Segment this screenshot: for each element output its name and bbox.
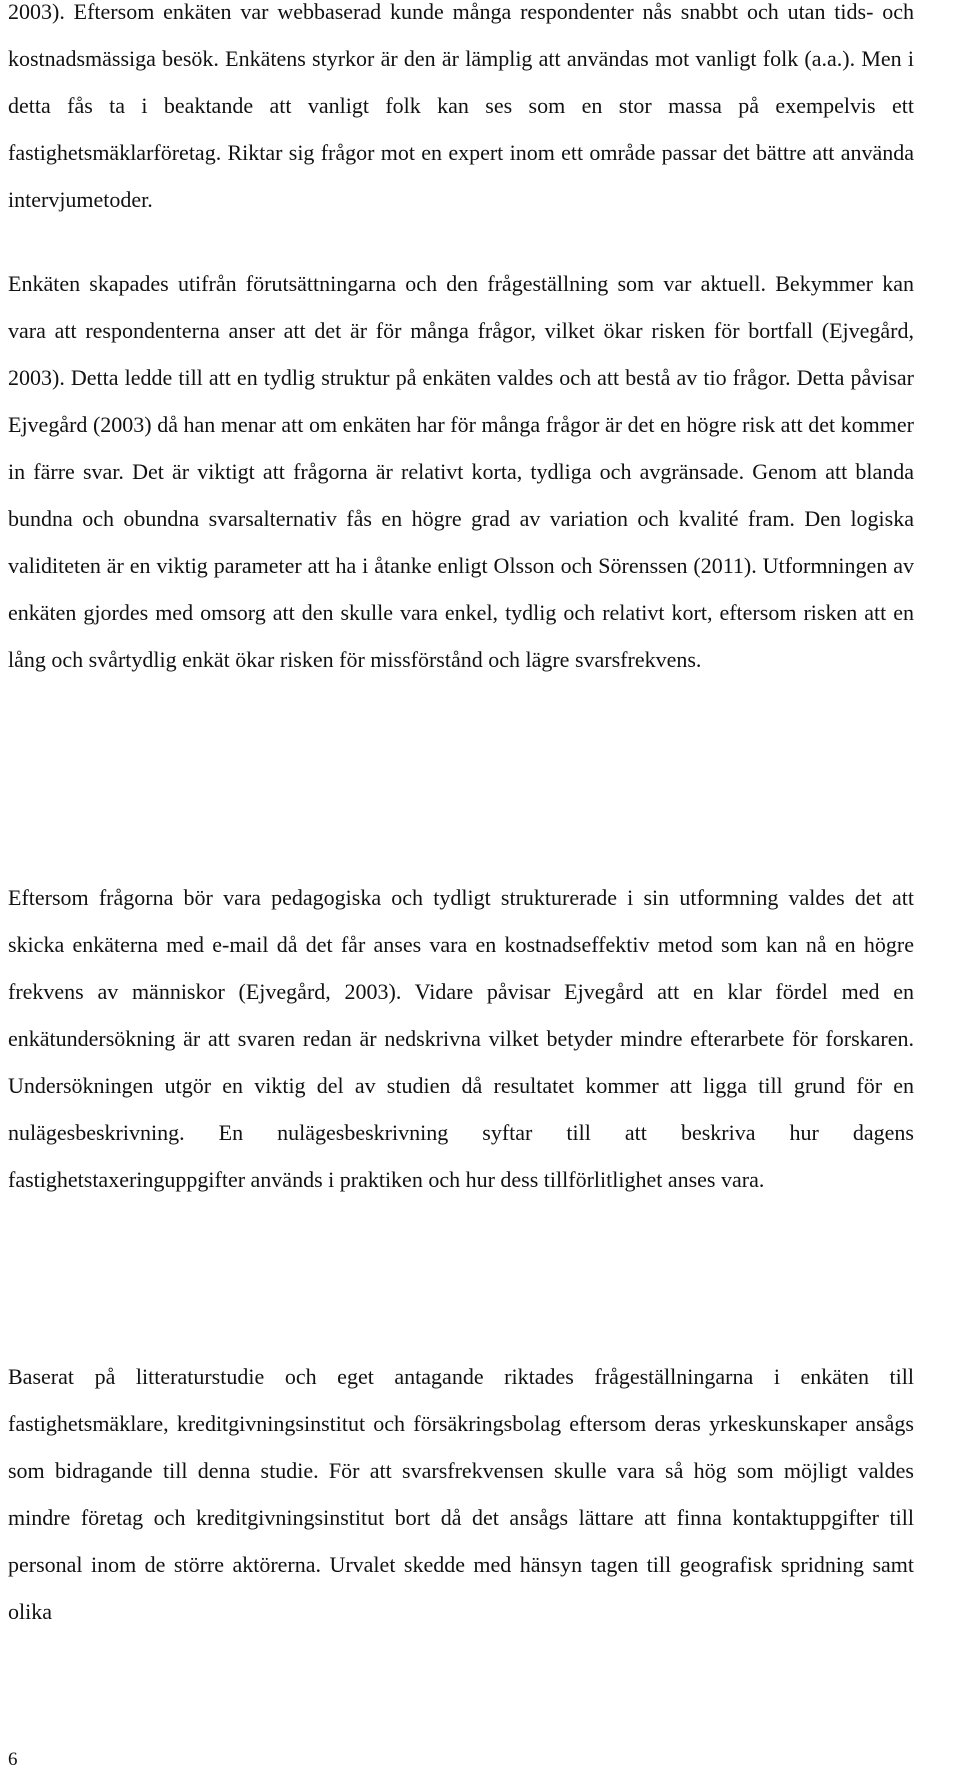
- paragraph-survey-method: 2003). Eftersom enkäten var webbaserad kunde många respondenter nås snabbt och utan tids- och kostnadsmässiga besök. Enkätens styrkor är den är lämplig att användas mot vanligt folk (a.a.). Men i detta fås ta i beaktande att vanligt folk kan ses som en stor massa på exempelvis ett fastighetsmäklarföretag. Riktar sig frågor mot en expert inom ett område passar det bättre att använda intervjumetoder.: [8, 0, 914, 212]
- paragraph-email-distribution: Eftersom frågorna bör vara pedagogiska och tydligt strukturerade i sin utformning valdes det att skicka enkäterna med e-mail då det får anses vara en kostnadseffektiv metod som kan nå en högre frekvens av människor (Ejvegård, 2003). Vidare påvisar Ejvegård att en klar fördel med en enkätundersökning är att svaren redan är nedskrivna vilket betyder mindre efterarbete för forskaren. Undersökningen utgör en viktig del av studien då resultatet kommer att ligga till grund för en nulägesbeskrivning. En nulägesbeskrivning syftar till att beskriva hur dagens fastighetstaxeringuppgifter används i praktiken och hur dess tillförlitlighet anses vara.: [8, 885, 914, 1192]
- page-number: 6: [8, 1749, 18, 1770]
- paragraph-target-selection: Baserat på litteraturstudie och eget antagande riktades frågeställningarna i enkäten till fastighetsmäklare, kreditgivningsinstitut och försäkringsbolag eftersom deras yrkeskunskaper ansågs som bidragande till denna studie. För att svarsfrekvensen skulle vara så hög som möjligt valdes mindre företag och kreditgivningsinstitut bort då det ansågs lättare att finna kontaktuppgifter till personal inom de större aktörerna. Urvalet skedde med hänsyn tagen till geografisk spridning samt olika: [8, 1364, 914, 1624]
- paragraph-survey-design: Enkäten skapades utifrån förutsättningarna och den frågeställning som var aktuell. Bekymmer kan vara att respondenterna anser att det är för många frågor, vilket ökar risken för bortfall (Ejvegård, 2003). Detta ledde till att en tydlig struktur på enkäten valdes och att bestå av tio frågor. Detta påvisar Ejvegård (2003) då han menar att om enkäten har för många frågor är det en högre risk att det kommer in färre svar. Det är viktigt att frågorna är relativt korta, tydliga och avgränsade. Genom att blanda bundna och obundna svarsalternativ fås en högre grad av variation och kvalité fram. Den logiska validiteten är en viktig parameter att ha i åtanke enligt Olsson och Sörenssen (2011). Utformningen av enkäten gjordes med omsorg att den skulle vara enkel, tydlig och relativt kort, eftersom risken att en lång och svårtydlig enkät ökar risken för missförstånd och lägre svarsfrekvens.: [8, 271, 914, 672]
